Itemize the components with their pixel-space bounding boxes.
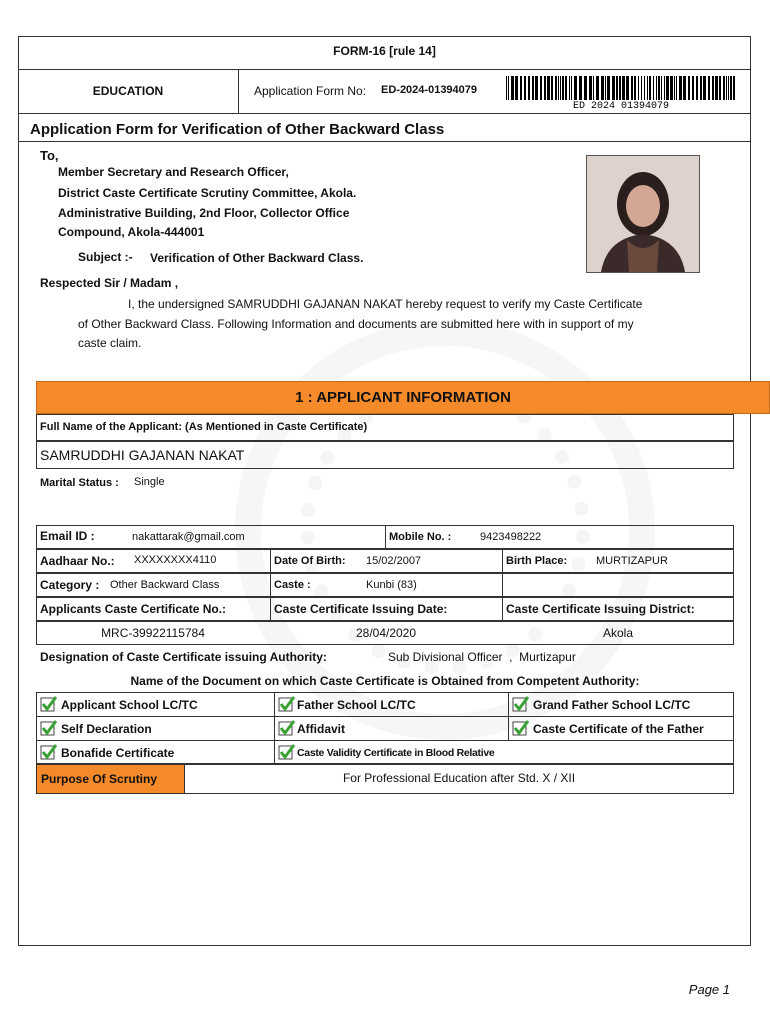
person-silhouette-icon bbox=[587, 156, 699, 272]
cert-no-label: Applicants Caste Certificate No.: bbox=[40, 602, 227, 616]
department-label: EDUCATION bbox=[92, 84, 164, 98]
body-line-1: I, the undersigned SAMRUDDHI GAJANAN NAKAT hereby request to verify my Caste Certificate bbox=[128, 297, 643, 311]
documents-heading: Name of the Document on which Caste Certificate is Obtained from Competent Authority: bbox=[130, 674, 640, 688]
full-name-label: Full Name of the Applicant: (As Mentioned in Caste Certificate) bbox=[40, 421, 368, 433]
purpose-value: For Professional Education after Std. X / XII bbox=[342, 771, 576, 785]
category-value: Other Backward Class bbox=[110, 579, 220, 591]
birthplace-label: Birth Place: bbox=[506, 555, 568, 567]
aadhaar-value: XXXXXXXX4110 bbox=[134, 554, 217, 566]
purpose-label: Purpose Of Scrutiny bbox=[37, 765, 184, 793]
mobile-label: Mobile No. : bbox=[389, 531, 452, 543]
checkbox-checked-icon bbox=[278, 720, 296, 736]
dob-label: Date Of Birth: bbox=[274, 555, 346, 567]
cert-district-value: Akola bbox=[602, 626, 634, 640]
marital-status-value: Single bbox=[134, 476, 165, 488]
body-line-2: of Other Backward Class. Following Information and documents are submitted here with in support of my bbox=[78, 317, 634, 331]
caste-value: Kunbi (83) bbox=[366, 579, 417, 591]
dob-value: 15/02/2007 bbox=[366, 555, 422, 567]
document-label: Caste Certificate of the Father bbox=[533, 722, 704, 736]
caste-label: Caste : bbox=[274, 579, 311, 591]
body-line-3: caste claim. bbox=[78, 336, 142, 350]
applicant-photo bbox=[586, 155, 700, 273]
cert-date-value: 28/04/2020 bbox=[355, 626, 417, 640]
designation-label: Designation of Caste Certificate issuing Authority: bbox=[40, 650, 327, 664]
salutation: Respected Sir / Madam , bbox=[40, 276, 179, 290]
birthplace-value: MURTIZAPUR bbox=[596, 555, 668, 567]
mobile-value: 9423498222 bbox=[480, 531, 542, 543]
checkbox-checked-icon bbox=[512, 696, 530, 712]
address-line-1: Member Secretary and Research Officer, bbox=[58, 165, 289, 179]
subject-text: Verification of Other Backward Class. bbox=[150, 251, 364, 265]
document-label: Caste Validity Certificate in Blood Relative bbox=[297, 747, 495, 759]
form-code: FORM-16 [rule 14] bbox=[333, 44, 436, 58]
cert-no-value: MRC-39922115784 bbox=[101, 626, 205, 640]
address-line-4: Compound, Akola-444001 bbox=[58, 225, 205, 239]
email-value: nakattarak@gmail.com bbox=[132, 531, 245, 543]
cert-date-label: Caste Certificate Issuing Date: bbox=[274, 602, 448, 616]
address-line-2: District Caste Certificate Scrutiny Committee, Akola. bbox=[58, 186, 357, 200]
application-no-label: Application Form No: bbox=[254, 84, 367, 98]
marital-status-label: Marital Status : bbox=[40, 477, 119, 489]
document-label: Bonafide Certificate bbox=[61, 746, 175, 760]
document-label: Father School LC/TC bbox=[297, 698, 416, 712]
document-label: Affidavit bbox=[297, 722, 345, 736]
document-label: Grand Father School LC/TC bbox=[533, 698, 691, 712]
page-title: Application Form for Verification of Other Backward Class bbox=[30, 121, 445, 138]
section-header-applicant-info: 1 : APPLICANT INFORMATION bbox=[36, 381, 770, 414]
checkbox-checked-icon bbox=[40, 696, 58, 712]
subject-label: Subject :- bbox=[78, 250, 133, 264]
cert-district-label: Caste Certificate Issuing District: bbox=[506, 602, 695, 616]
category-label: Category : bbox=[40, 578, 100, 592]
checkbox-checked-icon bbox=[40, 744, 58, 760]
full-name-value: SAMRUDDHI GAJANAN NAKAT bbox=[40, 447, 245, 463]
aadhaar-label: Aadhaar No.: bbox=[40, 554, 115, 568]
checkbox-checked-icon bbox=[40, 720, 58, 736]
document-label: Applicant School LC/TC bbox=[61, 698, 198, 712]
barcode-text: ED 2024 01394079 bbox=[572, 101, 670, 110]
address-line-3: Administrative Building, 2nd Floor, Collector Office bbox=[58, 206, 350, 220]
designation-value: Sub Divisional Officer , Murtizapur bbox=[388, 650, 576, 664]
email-label: Email ID : bbox=[40, 529, 95, 543]
checkbox-checked-icon bbox=[278, 744, 296, 760]
address-to: To, bbox=[40, 148, 59, 163]
barcode bbox=[504, 76, 738, 110]
document-label: Self Declaration bbox=[61, 722, 152, 736]
checkbox-checked-icon bbox=[278, 696, 296, 712]
page-number: Page 1 bbox=[688, 982, 730, 997]
checkbox-checked-icon bbox=[512, 720, 530, 736]
application-no: ED-2024-01394079 bbox=[381, 84, 478, 96]
